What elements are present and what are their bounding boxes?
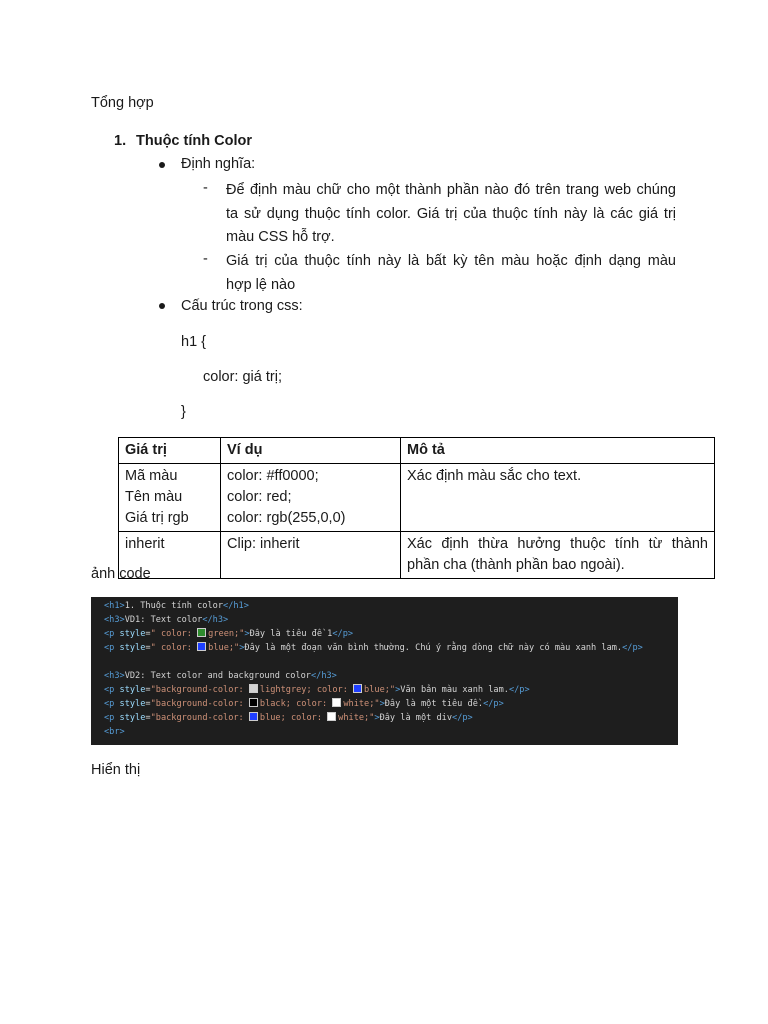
code-eq: = — [145, 629, 151, 639]
table-header-cell: Giá trị — [119, 438, 221, 464]
code-line — [104, 641, 678, 655]
table-header-cell: Ví dụ — [221, 438, 401, 464]
color-values-table — [118, 437, 715, 579]
bullet-css-structure: Cấu trúc trong css: — [181, 298, 303, 314]
code-string: lightgrey; color: — [259, 685, 354, 695]
definition-paragraph-2 — [226, 250, 676, 297]
color-swatch-icon — [332, 698, 341, 707]
display-label: Hiển thị — [91, 762, 141, 778]
code-line — [104, 627, 678, 641]
code-tag: > — [244, 629, 250, 639]
code-text: Đây là một tiêu đề. — [384, 699, 484, 709]
code-attr: style — [114, 713, 146, 723]
code-line — [104, 599, 678, 613]
page-heading: Tổng hợp — [91, 95, 154, 111]
code-tag: > — [395, 685, 401, 695]
image-caption: ảnh code — [91, 566, 151, 582]
code-attr: style — [114, 699, 146, 709]
code-eq: = — [145, 713, 151, 723]
definition-line: hợp lệ nào — [226, 276, 296, 293]
color-swatch-icon — [197, 642, 206, 651]
code-string: blue;" — [364, 685, 396, 695]
definition-line: ta sử dụng thuộc tính color. Giá trị của thuộc tính này là các giá trị — [226, 205, 676, 222]
code-tag: > — [374, 713, 380, 723]
code-tag: </p> — [622, 643, 643, 653]
code-tag: </p> — [483, 699, 504, 709]
code-line-blank — [104, 655, 678, 669]
table-cell — [401, 532, 715, 579]
code-tag: </p> — [332, 629, 354, 639]
code-line — [104, 683, 678, 697]
color-swatch-icon — [249, 684, 258, 693]
code-text: Đây là tiêu đề 1 — [249, 629, 333, 639]
definition-line: Giá trị của thuộc tính này là bất kỳ tên màu hoặc định dạng màu — [226, 253, 676, 269]
code-attr: style — [114, 629, 146, 639]
code-tag: <p — [104, 643, 115, 653]
table-row — [119, 464, 715, 532]
code-text: Văn bản màu xanh lam. — [400, 685, 509, 695]
code-tag: <h3> — [104, 615, 125, 625]
code-string: "background-color: — [150, 699, 249, 709]
bullet-point — [159, 162, 165, 168]
code-string: white;" — [338, 713, 375, 723]
code-eq: = — [145, 699, 151, 709]
color-swatch-icon — [249, 698, 258, 707]
code-tag: <p — [104, 699, 115, 709]
code-tag: <br> — [104, 727, 125, 737]
code-lines — [91, 597, 678, 739]
table-header-cell: Mô tả — [401, 438, 715, 464]
section-title: Thuộc tính Color — [136, 133, 252, 149]
code-eq: = — [145, 643, 151, 653]
code-tag: <p — [104, 629, 115, 639]
section-number: 1. — [114, 133, 127, 149]
cell-line: Mã màu — [125, 468, 178, 484]
bullet-definition: Định nghĩa: — [181, 156, 256, 172]
definition-line: Để định màu chữ cho một thành phần nào đó trên trang web chúng — [226, 182, 676, 198]
code-eq: = — [145, 685, 151, 695]
table-cell — [221, 464, 401, 532]
code-tag: <p — [104, 685, 115, 695]
code-line — [104, 711, 678, 725]
code-screenshot — [91, 597, 678, 745]
code-tag: <h1> — [104, 601, 125, 611]
code-tag: > — [379, 699, 385, 709]
color-swatch-icon — [249, 712, 258, 721]
code-tag: </p> — [508, 685, 530, 695]
code-string: white;" — [343, 699, 380, 709]
cell-line: color: #ff0000; — [227, 468, 319, 484]
code-text: VD1: Text color — [124, 615, 203, 625]
code-tag: </h3> — [202, 615, 229, 625]
table-cell: inherit — [119, 532, 221, 579]
dash-marker: - — [203, 251, 208, 267]
color-swatch-icon — [327, 712, 336, 721]
code-attr: style — [114, 643, 146, 653]
color-swatch-icon — [197, 628, 206, 637]
css-open-line: h1 { — [181, 334, 206, 350]
cell-line: color: red; — [227, 489, 292, 505]
css-close-line: } — [181, 404, 186, 420]
table-cell: Xác định màu sắc cho text. — [401, 464, 715, 532]
code-string: " color: — [150, 629, 198, 639]
cell-line: Xác định thừa hưởng thuộc tính từ thành — [407, 536, 708, 552]
code-tag: </h1> — [223, 601, 249, 611]
code-tag: <p — [104, 713, 115, 723]
code-tag: <h3> — [104, 671, 125, 681]
table-header-row — [119, 438, 715, 464]
code-string: blue;" — [208, 643, 240, 653]
cell-line: color: rgb(255,0,0) — [227, 510, 346, 526]
code-text: Đây là một div — [379, 713, 453, 723]
code-tag: </p> — [452, 713, 473, 723]
code-string: green;" — [208, 629, 245, 639]
definition-line: màu CSS hỗ trợ. — [226, 229, 335, 245]
code-tag: </h3> — [310, 671, 337, 681]
color-swatch-icon — [353, 684, 362, 693]
code-line — [104, 613, 678, 627]
code-line — [104, 725, 678, 739]
dash-marker: - — [203, 180, 208, 196]
cell-line: Giá trị rgb — [125, 510, 189, 526]
code-attr: style — [114, 685, 146, 695]
code-text: 1. Thuộc tính color — [124, 601, 224, 611]
definition-paragraph-1 — [226, 179, 676, 250]
cell-line: Tên màu — [125, 489, 183, 505]
code-string: "background-color: — [150, 713, 249, 723]
code-line — [104, 669, 678, 683]
code-tag: > — [239, 643, 245, 653]
code-line — [104, 697, 678, 711]
bullet-point — [159, 303, 165, 309]
table-cell: Clip: inherit — [221, 532, 401, 579]
table-row — [119, 532, 715, 579]
code-string: blue; color: — [259, 713, 328, 723]
css-body-line: color: giá trị; — [203, 369, 282, 385]
code-string: " color: — [150, 643, 198, 653]
code-string: black; color: — [259, 699, 333, 709]
cell-line: phần cha (thành phần bao ngoài). — [407, 557, 625, 573]
code-string: "background-color: — [150, 685, 249, 695]
code-text: VD2: Text color and background color — [124, 671, 311, 681]
table-cell — [119, 464, 221, 532]
code-text: Đây là một đoạn văn bình thường. Chú ý rằng dòng chữ này có màu xanh lam. — [244, 643, 623, 653]
